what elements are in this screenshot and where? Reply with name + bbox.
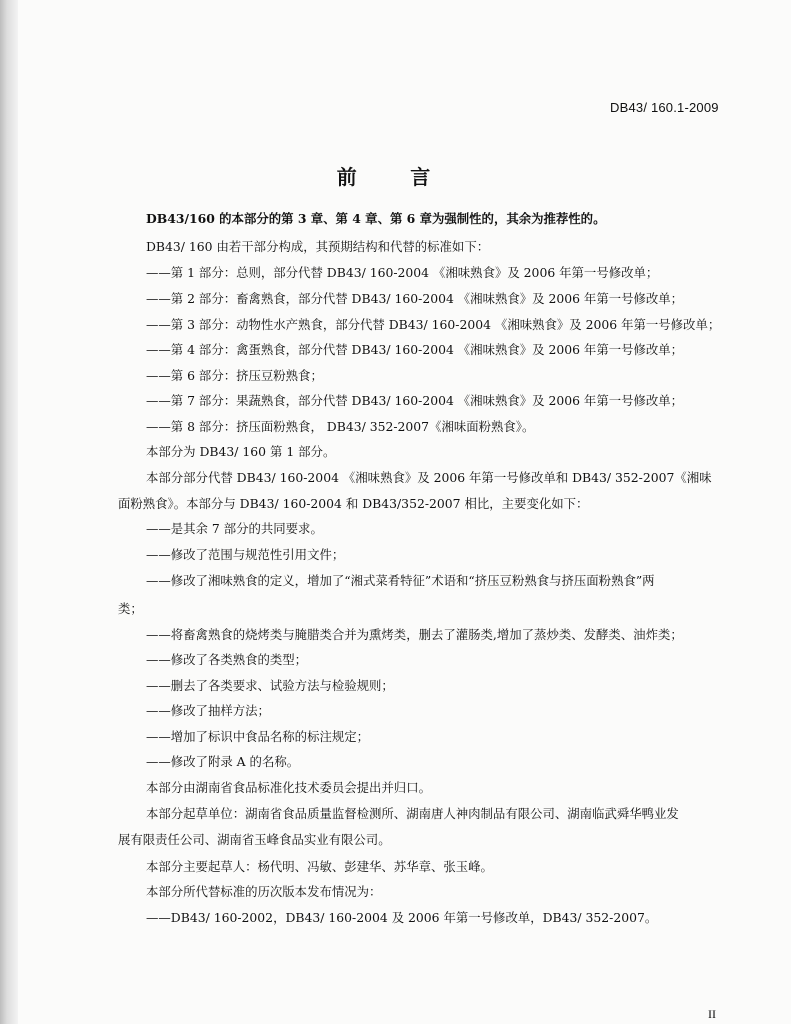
- list-item: ——DB43/ 160-2002，DB43/ 160-2004 及 2006 年第一号修改单，DB43/ 352-2007。: [146, 910, 658, 925]
- paragraph-line: 类；: [118, 601, 143, 616]
- paragraph-line: 本部分为 DB43/ 160 第 1 部分。: [146, 444, 336, 459]
- page-number: II: [708, 1007, 716, 1021]
- list-item: ——第 2 部分：畜禽熟食，部分代替 DB43/ 160-2004 《湘味熟食》及 2006 年第一号修改单；: [146, 291, 684, 306]
- list-item: ——第 4 部分：禽蛋熟食，部分代替 DB43/ 160-2004 《湘味熟食》及 2006 年第一号修改单；: [146, 342, 684, 357]
- list-item: ——第 8 部分：挤压面粉熟食， DB43/ 352-2007《湘味面粉熟食》。: [146, 419, 535, 434]
- paragraph-line: DB43/ 160 由若干部分构成，其预期结构和代替的标准如下：: [146, 239, 490, 254]
- list-item: ——删去了各类要求、试验方法与检验规则；: [146, 678, 394, 693]
- paragraph-line: 展有限责任公司、湖南省玉峰食品实业有限公司。: [118, 832, 391, 847]
- list-item: ——第 3 部分：动物性水产熟食，部分代替 DB43/ 160-2004 《湘味熟食》及 2006 年第一号修改单；: [146, 317, 721, 332]
- list-item: ——第 1 部分：总则，部分代替 DB43/ 160-2004 《湘味熟食》及 2006 年第一号修改单；: [146, 265, 659, 280]
- list-item: ——修改了范围与规范性引用文件；: [146, 547, 345, 562]
- page-title: 前 言: [336, 167, 455, 189]
- list-item: ——增加了标识中食品名称的标注规定；: [146, 729, 370, 744]
- list-item: ——修改了各类熟食的类型；: [146, 652, 308, 667]
- paragraph-line: DB43/160 的本部分的第 3 章、第 4 章、第 6 章为强制性的，其余为推荐性的。: [146, 211, 606, 226]
- list-item: ——第 7 部分：果蔬熟食，部分代替 DB43/ 160-2004 《湘味熟食》及 2006 年第一号修改单；: [146, 393, 684, 408]
- list-item: ——第 6 部分：挤压豆粉熟食；: [146, 368, 323, 383]
- document-code: DB43/ 160.1-2009: [610, 100, 719, 115]
- list-item: ——修改了湘味熟食的定义，增加了“湘式菜肴特征”术语和“挤压豆粉熟食与挤压面粉熟食”两: [146, 573, 655, 588]
- list-item: ——将畜禽熟食的烧烤类与腌腊类合并为熏烤类，删去了灌肠类,增加了蒸炒类、发酵类、油炸类；: [146, 627, 683, 642]
- list-item: ——修改了附录 A 的名称。: [146, 754, 300, 769]
- paragraph-line: 本部分所代替标准的历次版本发布情况为：: [146, 884, 382, 899]
- paragraph-line: 本部分起草单位：湖南省食品质量监督检测所、湖南唐人神肉制品有限公司、湖南临武舜华鸭业发: [146, 806, 679, 821]
- scan-left-edge: [0, 0, 18, 1024]
- paragraph-line: 本部分主要起草人：杨代明、冯敏、彭建华、苏华章、张玉峰。: [146, 859, 493, 874]
- paragraph-line: 面粉熟食》。本部分与 DB43/ 160-2004 和 DB43/352-2007 相比，主要变化如下：: [118, 496, 589, 511]
- list-item: ——是其余 7 部分的共同要求。: [146, 521, 323, 536]
- paragraph-line: 本部分由湖南省食品标准化技术委员会提出并归口。: [146, 780, 431, 795]
- paragraph-line: 本部分部分代替 DB43/ 160-2004 《湘味熟食》及 2006 年第一号修改单和 DB43/ 352-2007《湘味: [146, 470, 712, 485]
- list-item: ——修改了抽样方法；: [146, 703, 270, 718]
